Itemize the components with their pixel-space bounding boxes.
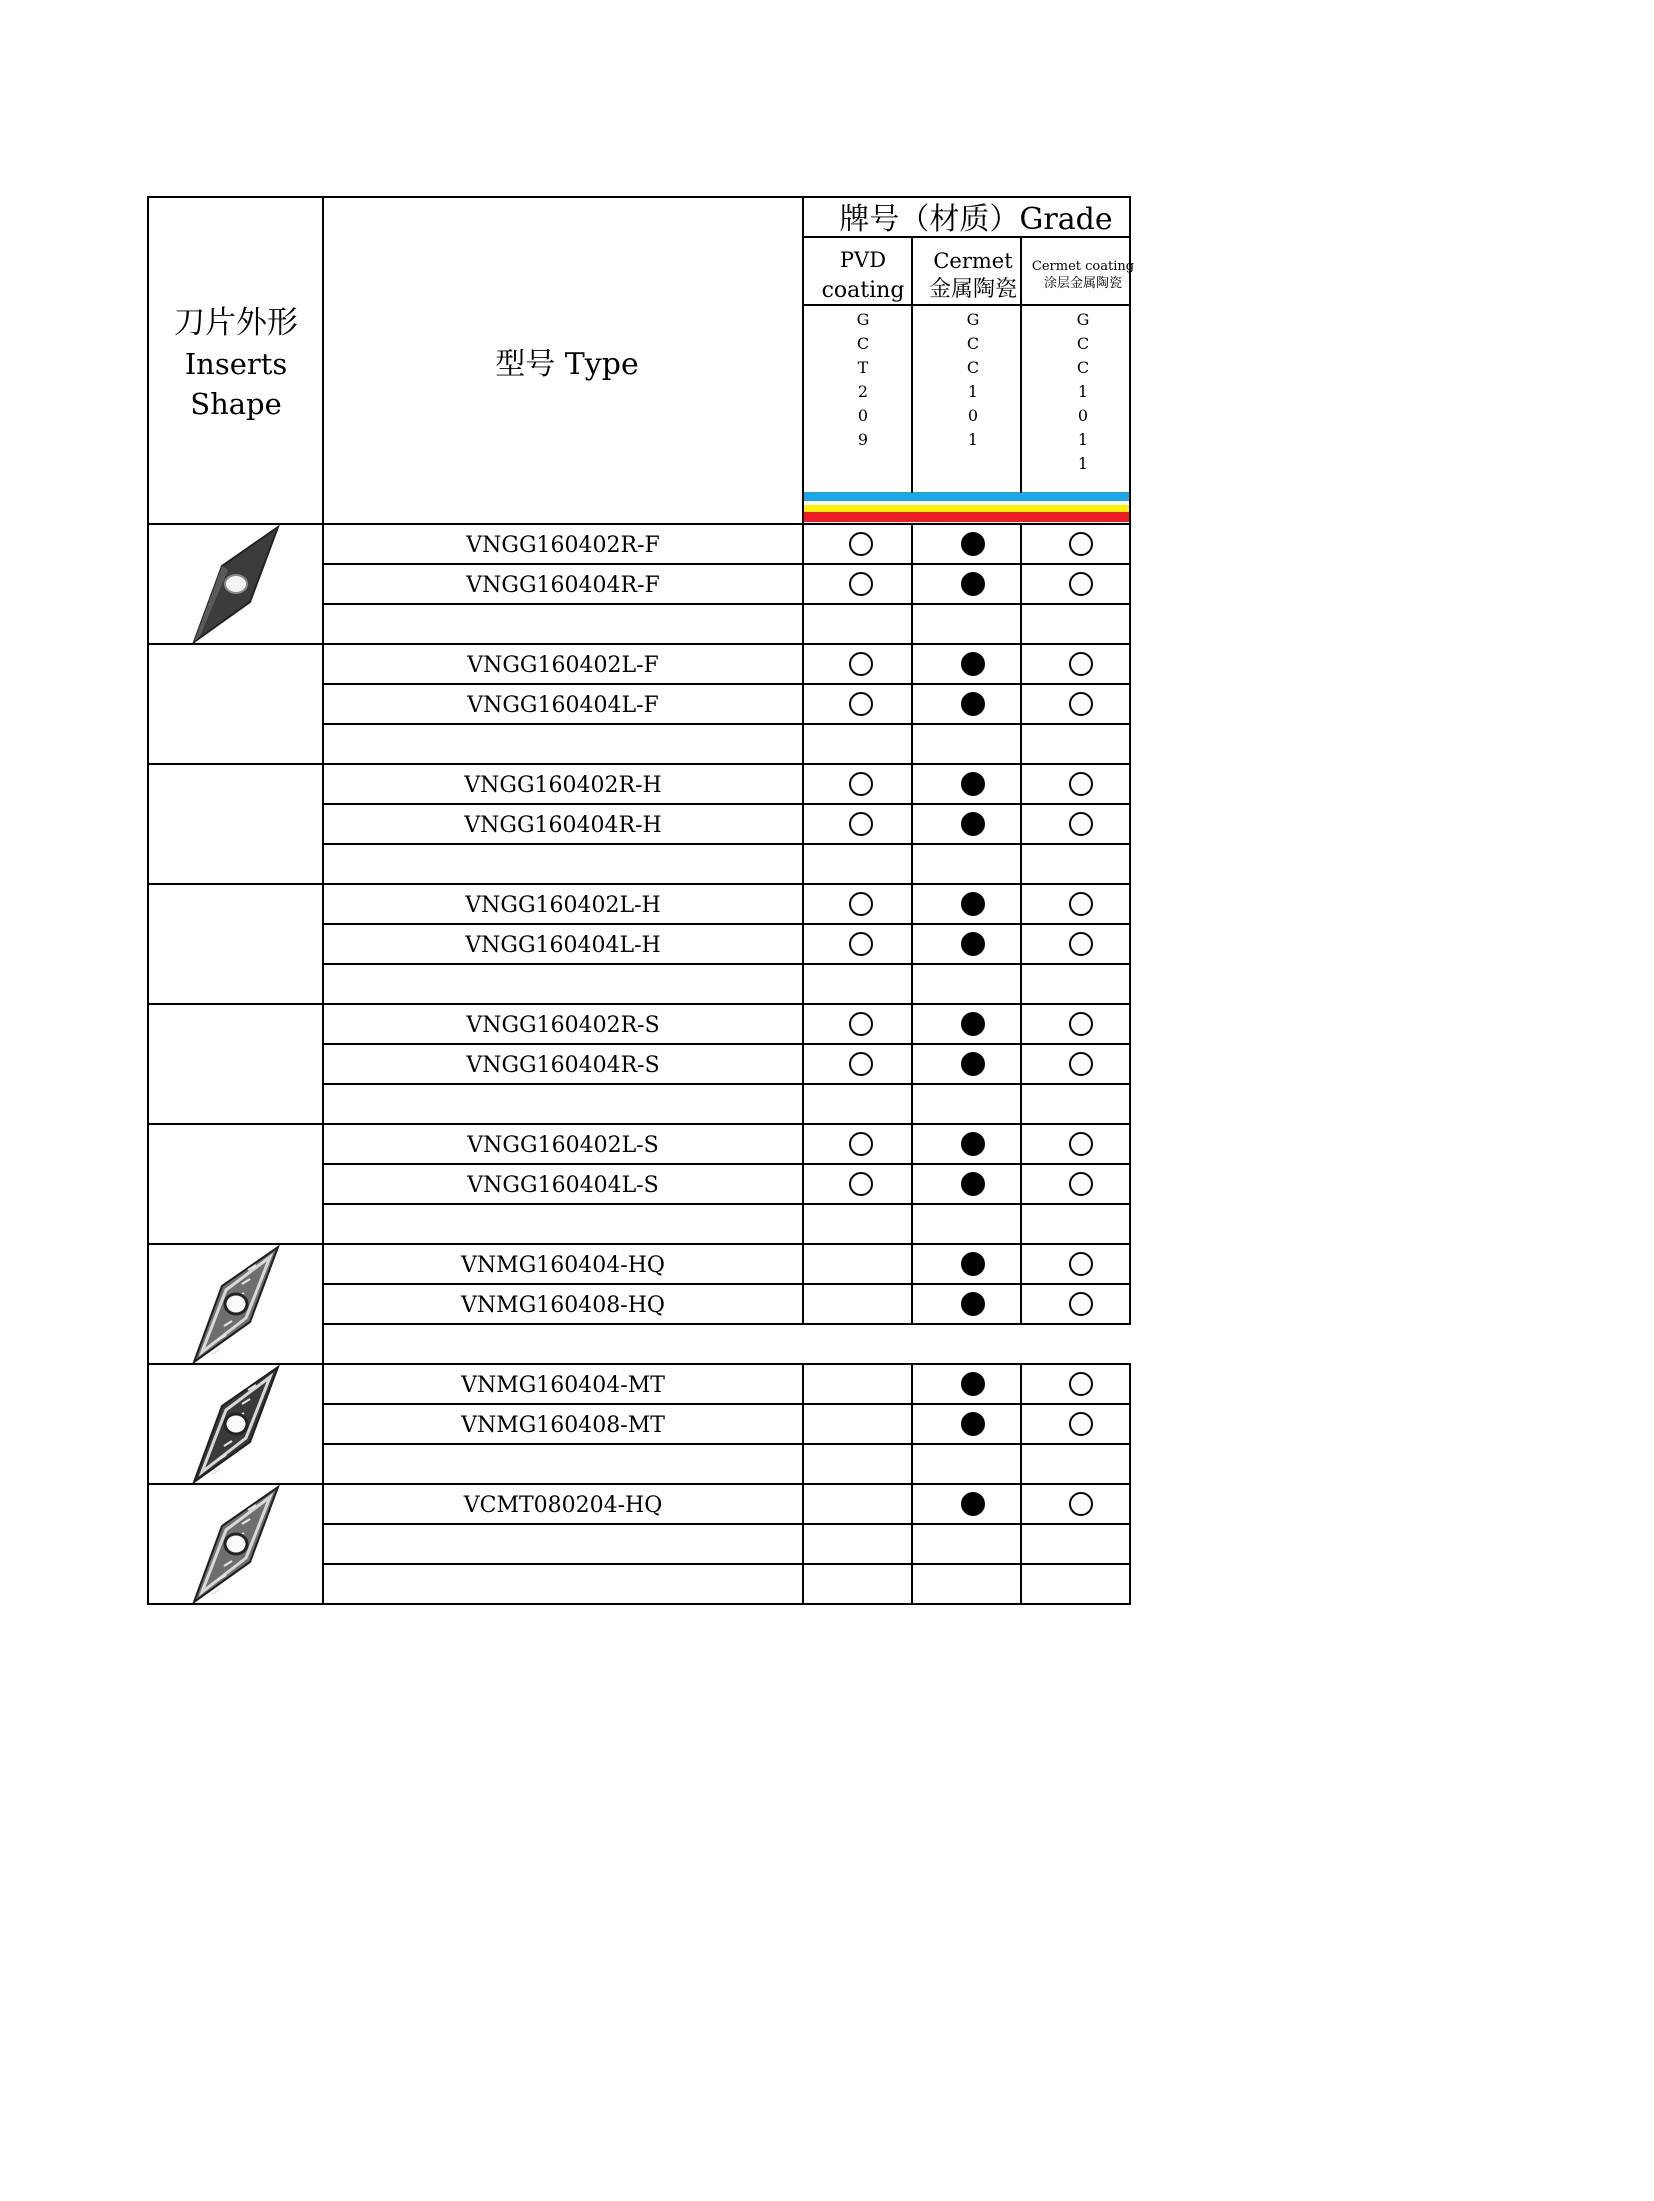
grade-code-char: 1 [967, 430, 979, 449]
insert-model: VNGG160404L-S [467, 1173, 659, 1198]
recommended-filled-mark [961, 1492, 985, 1516]
insert-model: VNMG160404-HQ [461, 1253, 665, 1278]
available-open-mark [1070, 933, 1092, 955]
grade-code-char: C [1076, 334, 1090, 353]
grade-name-line2: 金属陶瓷 [928, 277, 1018, 302]
available-open-mark [850, 813, 872, 835]
insert-model: VNGG160404R-H [464, 813, 662, 838]
shape-header-en1: Inserts [184, 347, 288, 381]
table-header [174, 202, 1134, 421]
insert-model: VNGG160402R-F [466, 533, 660, 558]
shape-header-cn: 刀片外形 [174, 305, 298, 341]
available-open-mark [1070, 693, 1092, 715]
insert-model: VNGG160402L-S [467, 1133, 659, 1158]
grade-color-stripe [803, 501, 1130, 505]
grade-code-char: C [1076, 358, 1090, 377]
available-open-mark [850, 653, 872, 675]
insert-model: VNGG160402L-H [465, 893, 661, 918]
available-open-mark [1070, 653, 1092, 675]
available-open-mark [1070, 893, 1092, 915]
recommended-filled-mark [961, 532, 985, 556]
grade-code-char: 2 [857, 382, 869, 401]
available-open-mark [1070, 1013, 1092, 1035]
insert-shape-images [194, 527, 278, 1602]
recommended-filled-mark [961, 572, 985, 596]
insert-model: VCMT080204-HQ [463, 1493, 663, 1518]
available-open-mark [1070, 1493, 1092, 1515]
recommended-filled-mark [961, 692, 985, 716]
recommended-filled-mark [961, 772, 985, 796]
available-open-mark [1070, 1373, 1092, 1395]
shape-header-en2: Shape [190, 387, 282, 421]
insert-chipbreaker-mt-icon [194, 1367, 278, 1482]
insert-model: VNMG160408-HQ [461, 1293, 665, 1318]
available-open-mark [850, 1133, 872, 1155]
insert-model: VNGG160404L-H [465, 933, 661, 958]
grade-color-stripe [803, 512, 1130, 522]
grade-color-stripe [803, 492, 1130, 501]
type-header: 型号 Type [495, 347, 639, 382]
available-open-mark [1070, 573, 1092, 595]
grade-code-char: 1 [1077, 454, 1089, 473]
grade-code-char: 0 [857, 406, 869, 425]
grade-codes [857, 310, 1090, 473]
grade-code-char: G [856, 310, 870, 329]
available-open-mark [1070, 1053, 1092, 1075]
available-open-mark [850, 533, 872, 555]
recommended-filled-mark [961, 1132, 985, 1156]
insert-model: VNGG160404L-F [467, 693, 659, 718]
available-open-mark [850, 1173, 872, 1195]
grade-code-char: G [966, 310, 980, 329]
recommended-filled-mark [961, 892, 985, 916]
available-open-mark [1070, 1173, 1092, 1195]
grade-name-line2: coating [821, 278, 905, 303]
insert-plain-icon [194, 527, 278, 642]
grade-code-char: 9 [857, 430, 869, 449]
insert-model: VNGG160404R-S [466, 1053, 660, 1078]
recommended-filled-mark [961, 1012, 985, 1036]
available-open-mark [850, 933, 872, 955]
grade-code-char: 0 [967, 406, 979, 425]
grade-code-char: T [857, 358, 869, 377]
grade-header: 牌号（材质）Grade [839, 202, 1113, 237]
grade-color-stripe [803, 505, 1130, 512]
recommended-filled-mark [961, 1252, 985, 1276]
recommended-filled-mark [961, 1412, 985, 1436]
available-open-mark [1070, 1413, 1092, 1435]
recommended-filled-mark [961, 652, 985, 676]
available-open-mark [1070, 533, 1092, 555]
grade-code-char: 1 [967, 382, 979, 401]
insert-positive-hq-icon [194, 1487, 278, 1602]
available-open-mark [1070, 813, 1092, 835]
available-open-mark [1070, 1133, 1092, 1155]
grade-name-line1: PVD [839, 248, 887, 272]
table-body [460, 532, 1092, 1518]
available-open-mark [1070, 773, 1092, 795]
grade-name-line1: Cermet [933, 249, 1013, 273]
recommended-filled-mark [961, 1292, 985, 1316]
available-open-mark [850, 773, 872, 795]
available-open-mark [850, 573, 872, 595]
grade-code-char: 1 [1077, 382, 1089, 401]
grade-name-line1: Cermet coating [1031, 259, 1135, 274]
insert-chipbreaker-hq-icon [194, 1247, 278, 1362]
grade-code-char: 0 [1077, 406, 1089, 425]
grade-code-char: G [1076, 310, 1090, 329]
available-open-mark [1070, 1253, 1092, 1275]
grade-code-char: 1 [1077, 430, 1089, 449]
insert-model: VNGG160404R-F [466, 573, 660, 598]
insert-model: VNMG160408-MT [461, 1413, 665, 1438]
available-open-mark [850, 693, 872, 715]
available-open-mark [850, 1013, 872, 1035]
grade-color-stripes [803, 492, 1130, 522]
available-open-mark [850, 893, 872, 915]
grade-code-char: C [966, 358, 980, 377]
recommended-filled-mark [961, 1052, 985, 1076]
available-open-mark [850, 1053, 872, 1075]
grade-code-char: C [966, 334, 980, 353]
available-open-mark [1070, 1293, 1092, 1315]
grade-code-char: C [856, 334, 870, 353]
recommended-filled-mark [961, 1372, 985, 1396]
insert-model: VNGG160402R-H [464, 773, 662, 798]
insert-model: VNGG160402R-S [466, 1013, 660, 1038]
recommended-filled-mark [961, 812, 985, 836]
insert-model: VNGG160402L-F [467, 653, 659, 678]
grade-name-line2: 涂层金属陶瓷 [1043, 276, 1123, 291]
recommended-filled-mark [961, 932, 985, 956]
recommended-filled-mark [961, 1172, 985, 1196]
insert-model: VNMG160404-MT [461, 1373, 665, 1398]
